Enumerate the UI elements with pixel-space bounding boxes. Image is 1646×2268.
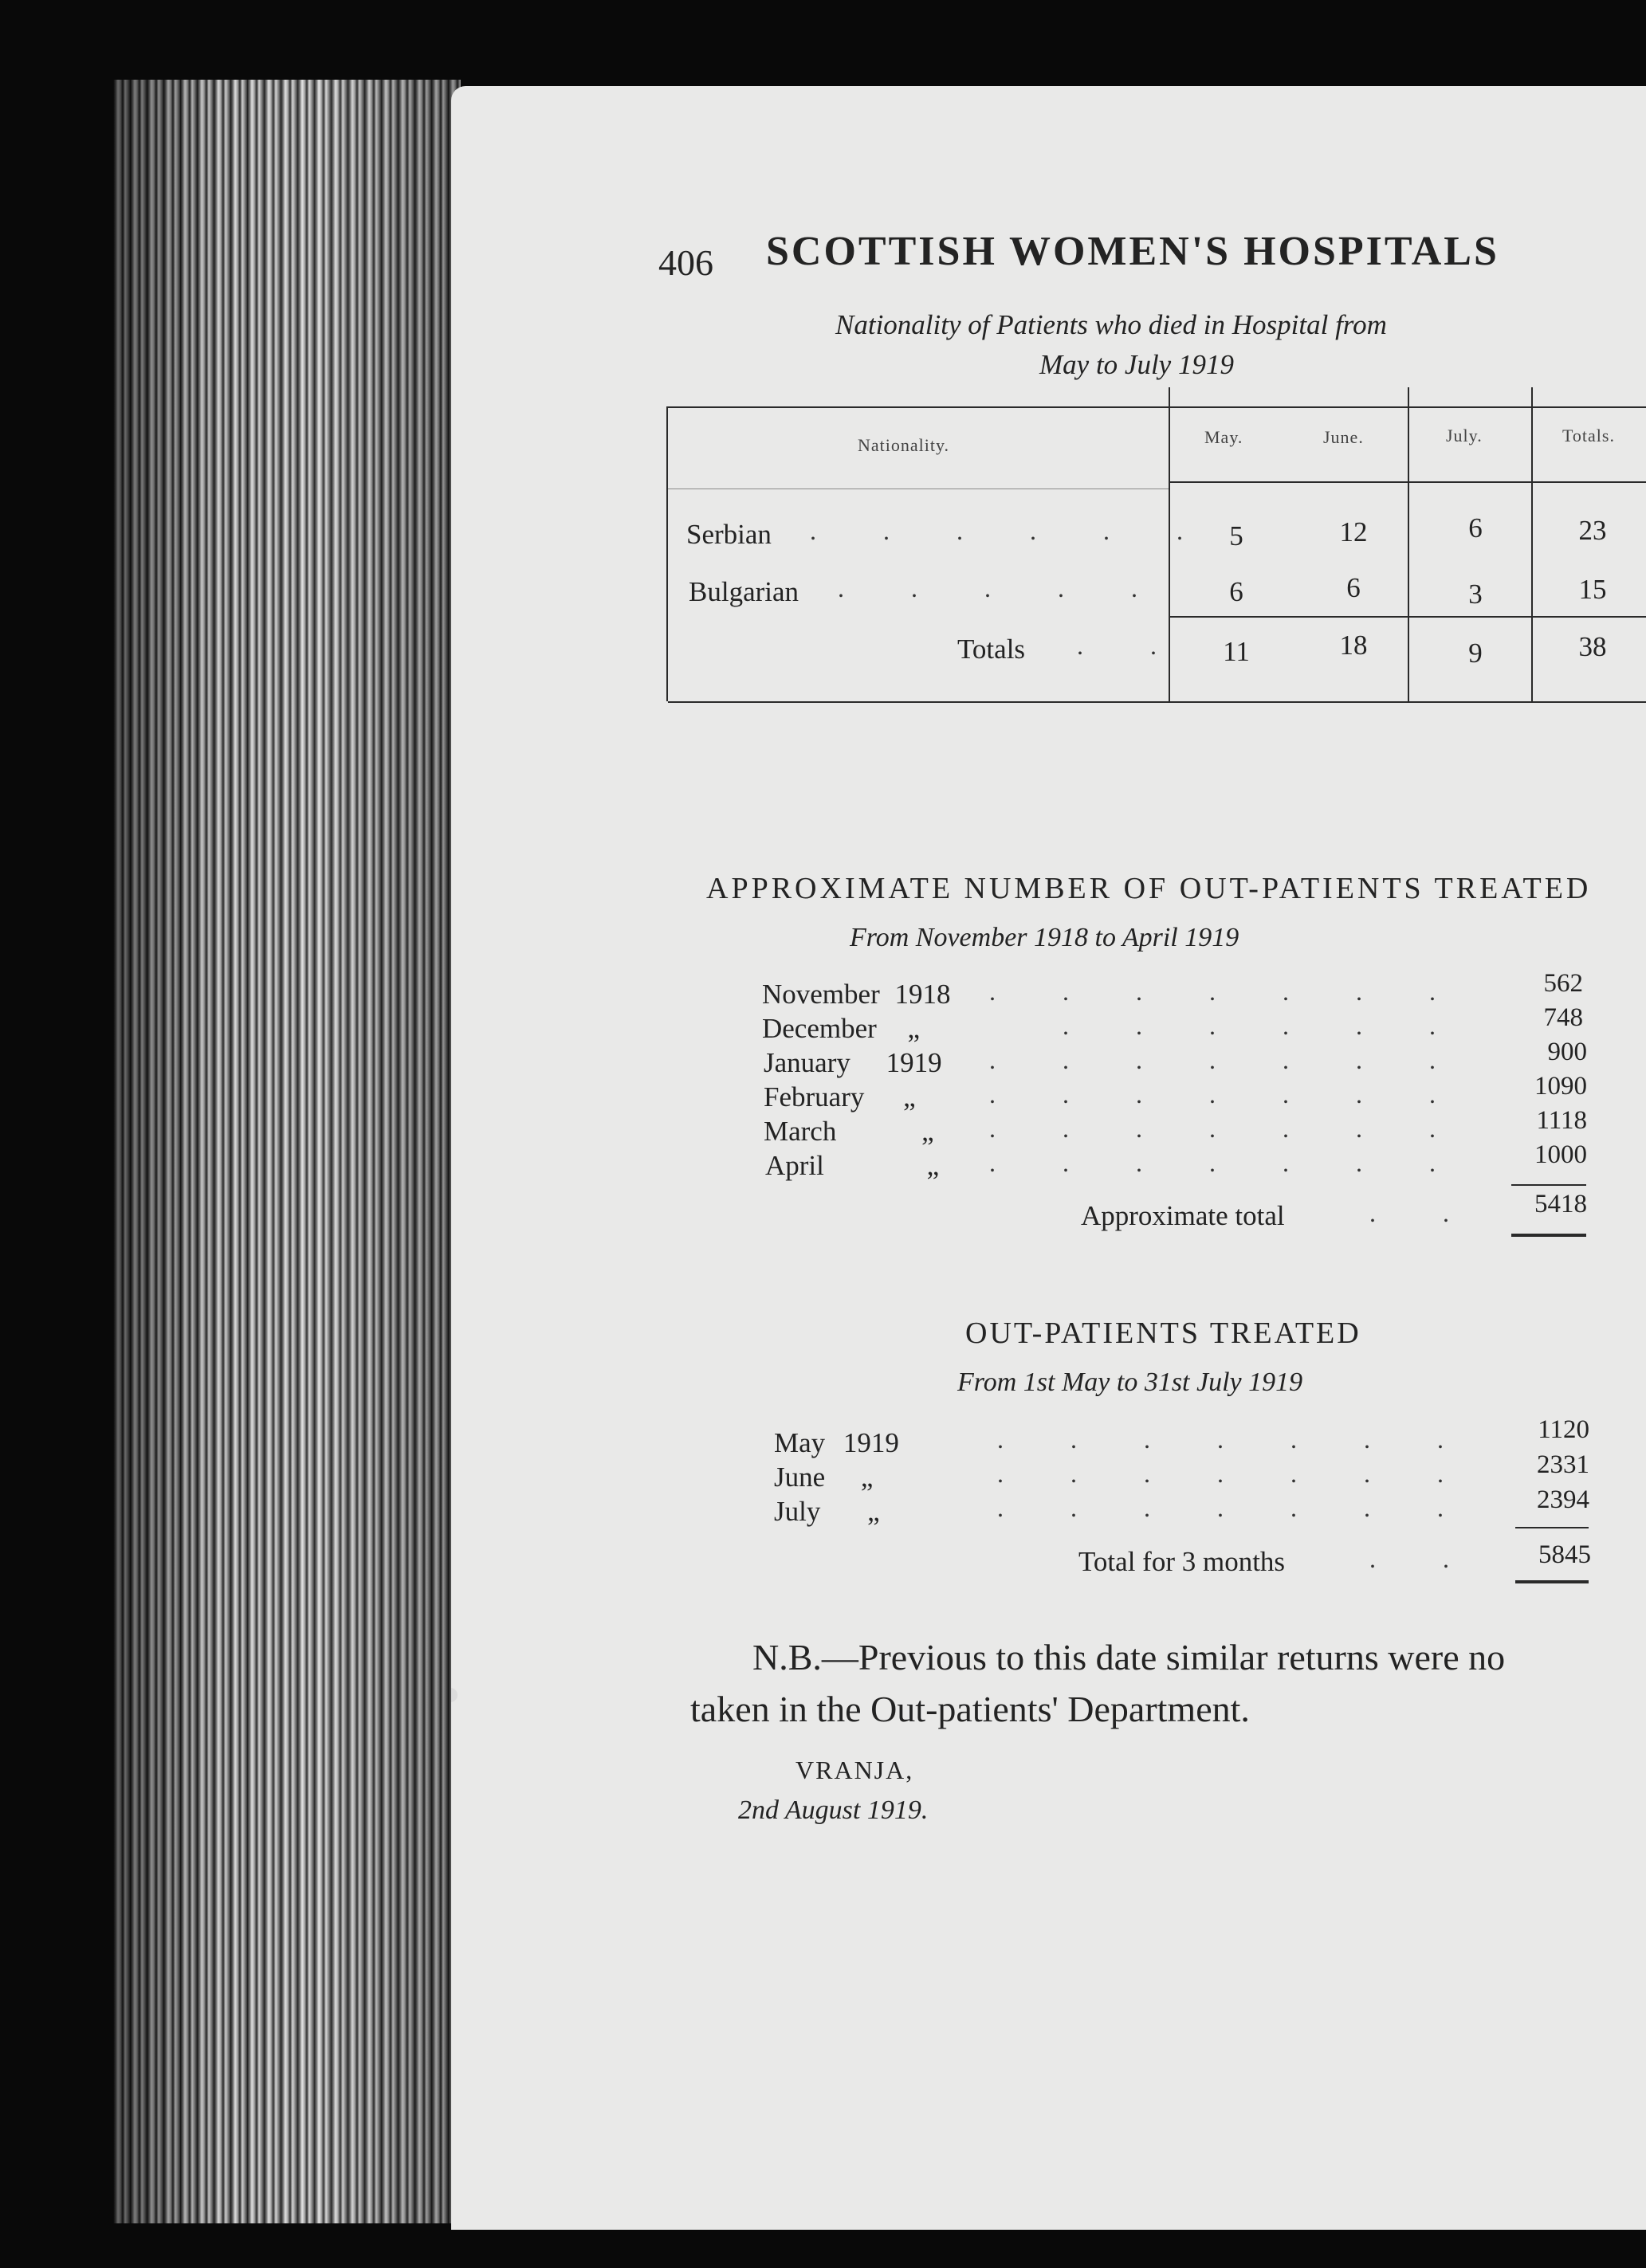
list-item — [774, 1496, 880, 1531]
month: May — [774, 1427, 826, 1458]
value: 1000 — [1534, 1140, 1587, 1169]
value: 900 — [1547, 1038, 1587, 1066]
cell-july: 9 — [1468, 638, 1483, 669]
value: 562 — [1543, 969, 1583, 998]
note-line-1: N.B.—Previous to this date similar returns were no — [752, 1637, 1506, 1677]
list-item — [764, 1047, 942, 1082]
row-label: Serbian — [686, 519, 772, 550]
list-item — [765, 1150, 939, 1185]
row-label: Totals — [957, 634, 1026, 665]
header-june: June. — [1323, 427, 1364, 447]
signoff-place: VRANJA, — [796, 1756, 914, 1784]
year: 1919 — [843, 1427, 899, 1458]
section-subheading: From November 1918 to April 1919 — [850, 923, 1239, 952]
cell-may: 11 — [1223, 636, 1250, 667]
cell-july: 6 — [1468, 512, 1483, 543]
year: „ — [867, 1496, 880, 1527]
cell-total: 23 — [1578, 515, 1607, 546]
value: 2394 — [1537, 1485, 1589, 1514]
value: 748 — [1543, 1003, 1583, 1032]
value: 1118 — [1536, 1106, 1587, 1135]
value: 1090 — [1534, 1072, 1587, 1101]
cell-total: 15 — [1578, 574, 1607, 605]
book-page-edges — [113, 80, 461, 2223]
month: April — [765, 1150, 824, 1181]
cell-june: 6 — [1346, 572, 1361, 603]
section-heading: APPROXIMATE NUMBER OF OUT-PATIENTS TREATED — [706, 872, 1592, 905]
month: February — [764, 1081, 865, 1112]
month: July — [774, 1496, 821, 1527]
signoff-date: 2nd August 1919. — [738, 1795, 929, 1825]
note-line-2: taken in the Out-patients' Department. — [690, 1689, 1250, 1729]
cell-total: 38 — [1578, 631, 1607, 662]
year: „ — [860, 1462, 874, 1493]
header-totals: Totals. — [1562, 426, 1615, 445]
header-nationality: Nationality. — [858, 435, 950, 455]
total-label: Total for 3 months — [1078, 1546, 1286, 1577]
list-item — [764, 1081, 916, 1116]
year: „ — [903, 1081, 916, 1112]
page-number: 406 — [658, 242, 713, 283]
cell-june: 18 — [1339, 630, 1368, 661]
month: November — [762, 979, 880, 1010]
cell-july: 3 — [1468, 579, 1483, 610]
month: January — [764, 1047, 850, 1078]
list-item — [762, 1013, 920, 1048]
cell-june: 12 — [1339, 516, 1368, 547]
value: 2331 — [1537, 1450, 1589, 1479]
total-value: 5418 — [1534, 1190, 1587, 1218]
month: December — [762, 1013, 877, 1044]
header-july: July. — [1446, 426, 1483, 445]
cell-may: 5 — [1229, 520, 1243, 551]
page-title: SCOTTISH WOMEN'S HOSPITALS — [766, 229, 1499, 274]
value: 1120 — [1538, 1415, 1589, 1444]
month: March — [764, 1116, 837, 1147]
table-caption-line-2: May to July 1919 — [1039, 349, 1234, 380]
year: 1919 — [886, 1047, 942, 1078]
header-may: May. — [1204, 427, 1243, 447]
list-item — [764, 1116, 934, 1151]
total-value: 5845 — [1538, 1540, 1591, 1569]
section-heading: OUT-PATIENTS TREATED — [965, 1316, 1361, 1350]
year: „ — [907, 1013, 921, 1044]
year: 1918 — [894, 979, 951, 1010]
table-caption-line-1: Nationality of Patients who died in Hospital from — [835, 309, 1387, 340]
cell-may: 6 — [1229, 576, 1243, 607]
list-item — [774, 1462, 873, 1497]
total-label: Approximate total — [1081, 1200, 1285, 1231]
list-item — [762, 979, 950, 1014]
year: „ — [926, 1150, 940, 1181]
row-label: Bulgarian — [689, 576, 799, 607]
section-subheading: From 1st May to 31st July 1919 — [957, 1367, 1303, 1397]
year: „ — [921, 1116, 934, 1147]
list-item — [774, 1427, 899, 1462]
month: June — [774, 1462, 826, 1493]
book-page: 406 SCOTTISH WOMEN'S HOSPITALS Nationality of Patients who died in Hospital from May to July 1919 Nationality. May. June. July. Totals. Serbian . . . . . . 5 12 6 23 Bulgarian . . . . . 6 6 3 15 Totals . . 11 18 9 38 APPROXIMATE NUMBER OF OUT-PATIENTS TREATED From November 1918 to April 1919 November 1918 December „ January 1919 February „ March „ April „ . . . . . . . . . . . . . . . . . . . . . . . . . . . . . . . . . . . . . . . . . 562 748 900 1090 1118 1000 Approximate total . . 5418 OUT-PATIENTS TREATED From 1st May to 31st July 1919 May 1919 June „ July „ . . . . . . . . . . . . . . . . . . . . . 1120 2331 2394 Total for 3 months . . 5845 N.B.—Previous to this date similar returns were no taken in the Out-patients' Department. VRANJA, 2nd August 1919. — [451, 86, 1646, 2230]
